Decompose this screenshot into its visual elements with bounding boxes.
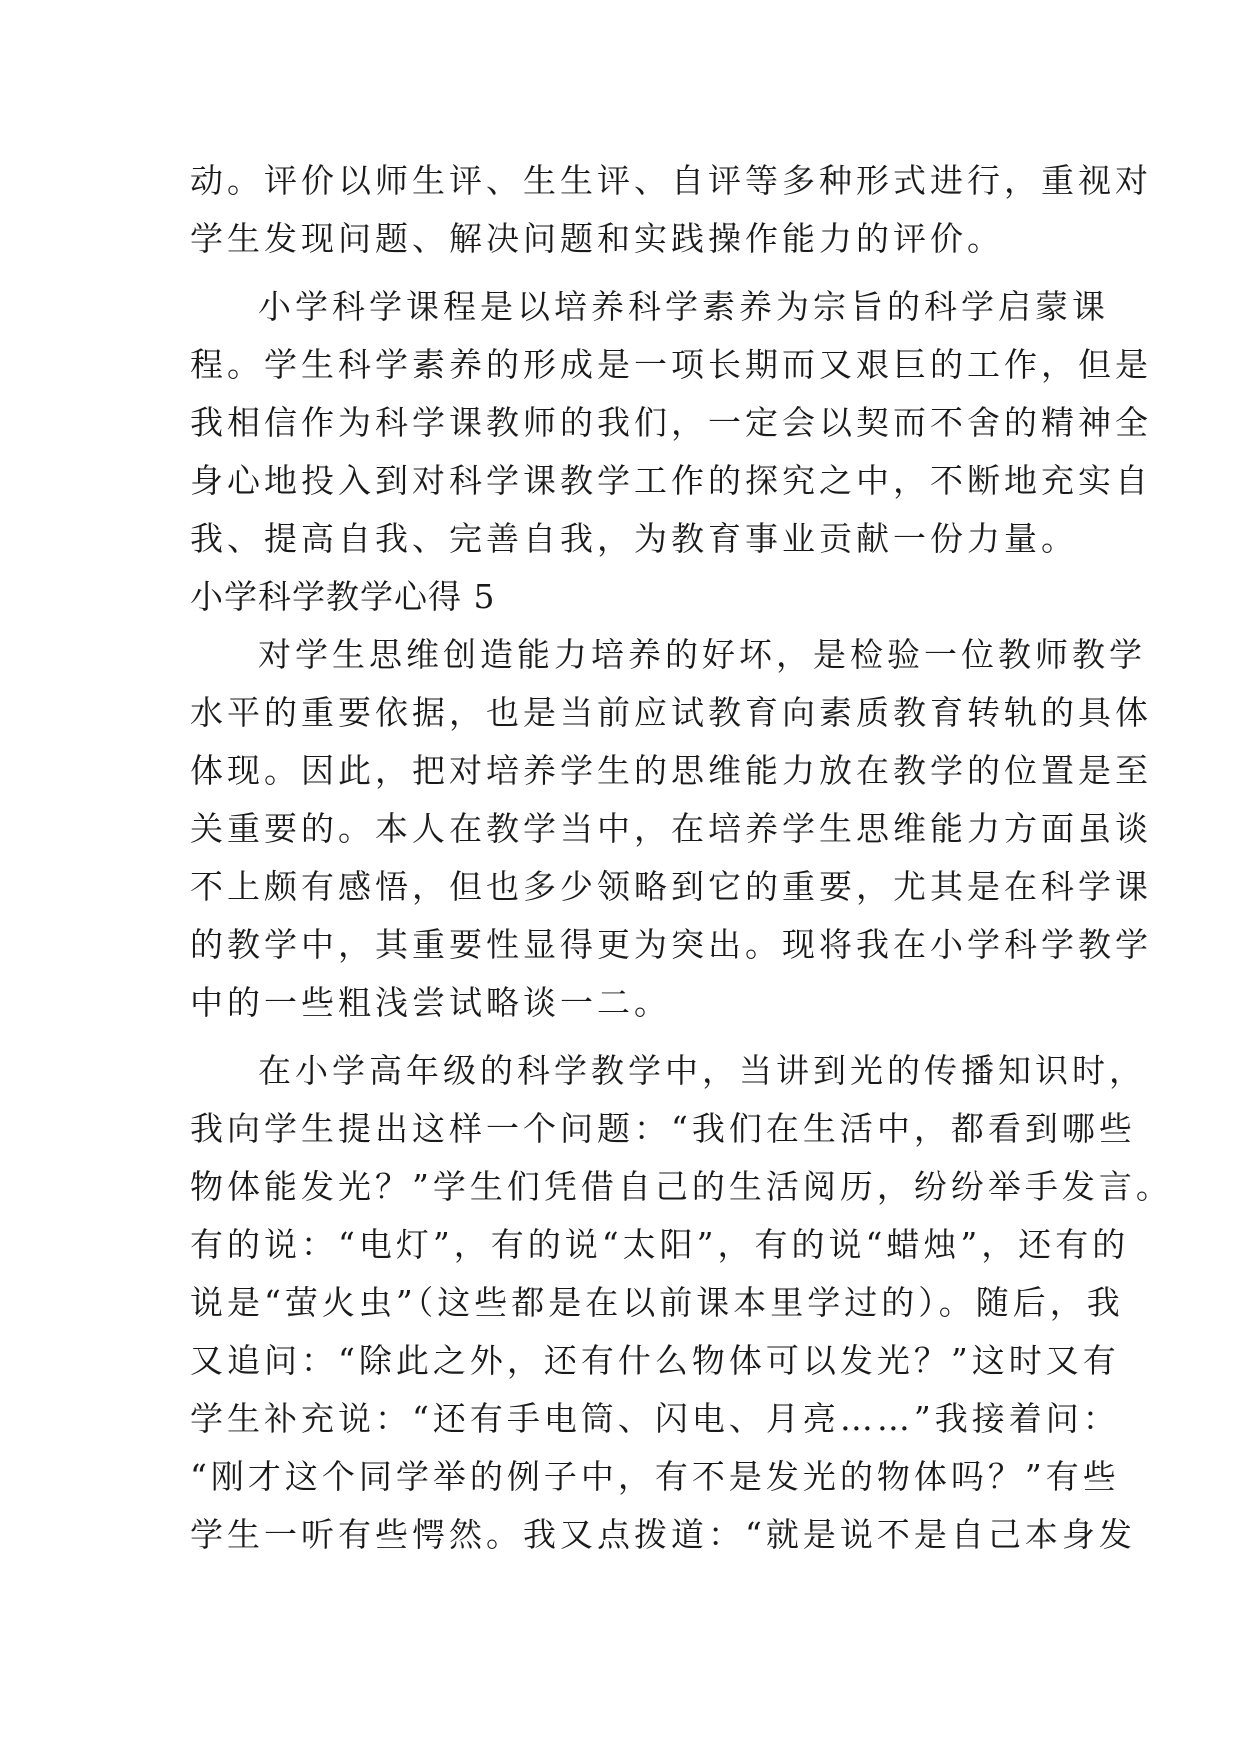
paragraph-line: 动。评价以师生评、生生评、自评等多种形式进行，重视对: [190, 161, 1152, 200]
paragraph-line: 关重要的。本人在教学当中，在培养学生思维能力方面虽谈: [190, 809, 1152, 848]
paragraph-line: 身心地投入到对科学课教学工作的探究之中，不断地充实自: [190, 461, 1152, 500]
paragraph-line: 程。学生科学素养的形成是一项长期而又艰巨的工作，但是: [190, 345, 1152, 384]
paragraph-2: [190, 278, 1152, 568]
paragraph-line: 物体能发光？”学生们凭借自己的生活阅历，纷纷举手发言。: [190, 1167, 1173, 1206]
paragraph-line: 又追问：“除此之外，还有什么物体可以发光？”这时又有: [190, 1341, 1120, 1380]
paragraph-line: 在小学高年级的科学教学中，当讲到光的传播知识时，: [258, 1051, 1146, 1090]
paragraph-line: 对学生思维创造能力培养的好坏，是检验一位教师教学: [258, 635, 1146, 674]
paragraph-1: [190, 152, 1152, 268]
paragraph-line: 我向学生提出这样一个问题：“我们在生活中，都看到哪些: [190, 1109, 1136, 1148]
paragraph-line: 水平的重要依据，也是当前应试教育向素质教育转轨的具体: [190, 693, 1152, 732]
paragraph-line: 中的一些粗浅尝试略谈一二。: [190, 983, 671, 1022]
paragraph-line: 学生发现问题、解决问题和实践操作能力的评价。: [190, 219, 1004, 258]
paragraph-line: 体现。因此，把对培养学生的思维能力放在教学的位置是至: [190, 751, 1152, 790]
paragraph-line: “刚才这个同学举的例子中，有不是发光的物体吗？”有些: [190, 1457, 1120, 1496]
paragraph-3: [190, 626, 1152, 1032]
paragraph-line: 学生一听有些愕然。我又点拨道：“就是说不是自己本身发: [190, 1515, 1136, 1554]
paragraph-line: 的教学中，其重要性显得更为突出。现将我在小学科学教学: [190, 925, 1152, 964]
section-heading: 小学科学教学心得 5: [190, 577, 496, 616]
paragraph-line: 学生补充说：“还有手电筒、闪电、月亮……”我接着问：: [190, 1399, 1120, 1438]
document-body: [190, 152, 1173, 1564]
paragraph-line: 我、提高自我、完善自我，为教育事业贡献一份力量。: [190, 519, 1078, 558]
paragraph-line: 有的说：“电灯”，有的说“太阳”，有的说“蜡烛”，还有的: [190, 1225, 1130, 1264]
paragraph-line: 我相信作为科学课教师的我们，一定会以契而不舍的精神全: [190, 403, 1152, 442]
paragraph-4: [190, 1042, 1173, 1564]
paragraph-line: 小学科学课程是以培养科学素养为宗旨的科学启蒙课: [258, 287, 1109, 326]
paragraph-line: 说是“萤火虫”（这些都是在以前课本里学过的）。随后，我: [190, 1283, 1124, 1322]
paragraph-line: 不上颇有感悟，但也多少领略到它的重要，尤其是在科学课: [190, 867, 1152, 906]
